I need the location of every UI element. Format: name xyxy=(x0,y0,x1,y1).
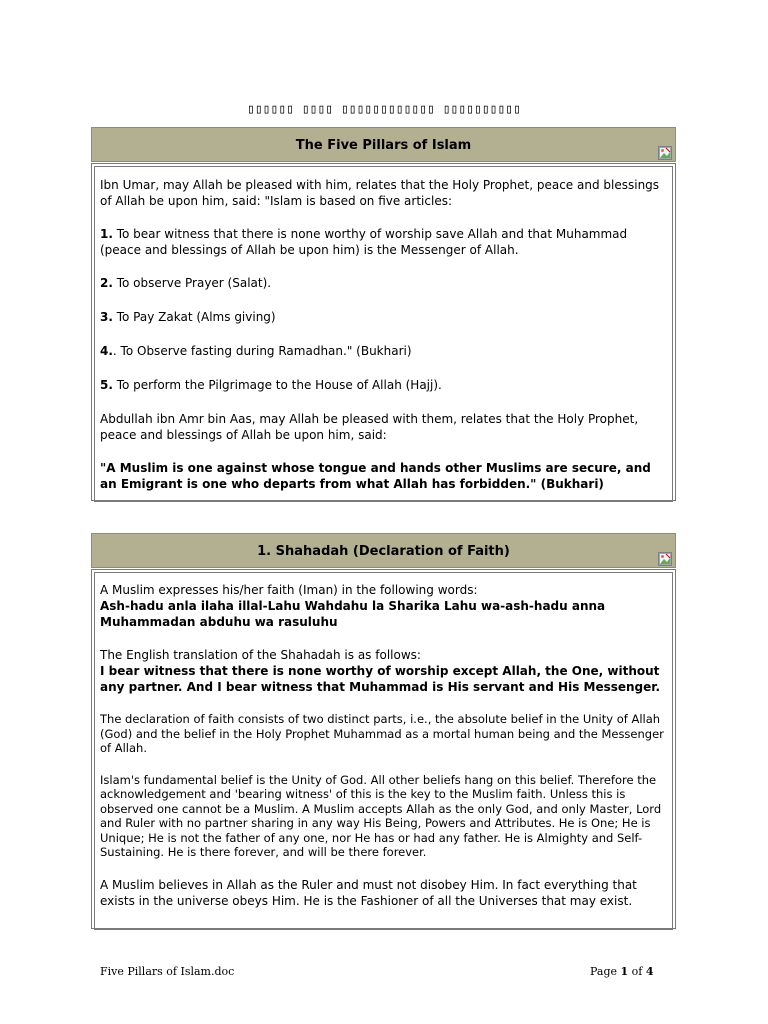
document-title: ▯▯▯▯▯▯ ▯▯▯▯ ▯▯▯▯▯▯▯▯▯▯▯▯ ▯▯▯▯▯▯▯▯▯▯ xyxy=(247,102,521,117)
pillar-text: To perform the Pilgrimage to the House of Allah (Hajj). xyxy=(112,378,442,392)
pillar-number: 2. xyxy=(100,276,113,290)
hadith-intro-paragraph: Abdullah ibn Amr bin Aas, may Allah be pleased with them, relates that the Holy Prophet, peace and blessings of Allah be upon him, said: xyxy=(100,412,639,442)
unity-paragraph: Islam's fundamental belief is the Unity of God. All other beliefs hang on this belief. Therefore the acknowledgement and 'bearing witness' of this is the key to the Muslim faith. Unless this is observed one cannot be a Muslim. A Muslim accepts Allah as the only God, and only Master, Lord and Ruler with no partner sharing in any way His Being, Powers and Attributes. He is One; He is Unique; He is not the father of any one, nor He has or had any father. He is Almighty and Self-Sustaining. He is there forever, and will be there forever. xyxy=(100,772,662,859)
intro-paragraph: Ibn Umar, may Allah be pleased with him, relates that the Holy Prophet, peace and blessings of Allah be upon him, said: "Islam is based on five articles: xyxy=(100,178,660,208)
broken-image-icon xyxy=(658,146,672,160)
shahadah-arabic-paragraph xyxy=(100,582,667,630)
section-title: 1. Shahadah (Declaration of Faith) xyxy=(257,544,510,559)
pillar-number: 3. xyxy=(100,310,113,324)
pillar-text: To Pay Zakat (Alms giving) xyxy=(112,310,276,324)
pillar-item-5 xyxy=(100,377,667,393)
pillar-number: 5. xyxy=(100,378,113,392)
section-body xyxy=(91,569,676,929)
pillar-item-2 xyxy=(100,275,667,291)
section-title: The Five Pillars of Islam xyxy=(295,138,472,153)
translation-lead-text: The English translation of the Shahadah is as follows: xyxy=(100,648,421,662)
broken-image-icon xyxy=(658,552,672,566)
section-header xyxy=(91,127,676,162)
shahadah-lead-text: A Muslim expresses his/her faith (Iman) in the following words: xyxy=(100,583,478,597)
pillar-number: 1. xyxy=(100,227,113,241)
ruler-paragraph: A Muslim believes in Allah as the Ruler and must not disobey Him. In fact everything that exists in the universe obeys Him. He is the Fashioner of all the Universes that may exist. xyxy=(100,877,637,908)
section-body xyxy=(91,163,676,501)
translation-text: I bear witness that there is none worthy of worship except Allah, the One, without any partner. And I bear witness that Muhammad is His servant and His Messenger. xyxy=(100,664,661,694)
footer-page-number: Page 1 of 4 xyxy=(590,965,654,978)
section-five-pillars xyxy=(91,127,676,501)
pillar-text: To observe Prayer (Salat). xyxy=(112,276,272,290)
pillar-item-3 xyxy=(100,309,667,325)
hadith-quote: "A Muslim is one against whose tongue and hands other Muslims are secure, and an Emigrant is one who departs from what Allah has forbidden." (Bukhari) xyxy=(100,461,651,491)
footer-filename: Five Pillars of Islam.doc xyxy=(100,965,235,978)
declaration-paragraph: The declaration of faith consists of two distinct parts, i.e., the absolute belief in the Unity of Allah (God) and the belief in the Holy Prophet Muhammad as a mortal human being and the Messenger of Allah. xyxy=(100,712,664,755)
pillar-text: . To Observe fasting during Ramadhan." (Bukhari) xyxy=(112,344,412,358)
shahadah-translation-paragraph xyxy=(100,647,667,695)
section-header xyxy=(91,533,676,568)
shahadah-arabic-text: Ash-hadu anla ilaha illal-Lahu Wahdahu la Sharika Lahu wa-ash-hadu anna Muhammadan abduhu wa rasuluhu xyxy=(100,599,606,629)
pillar-text: To bear witness that there is none worthy of worship save Allah and that Muhammad (peace and blessings of Allah be upon him) is the Messenger of Allah. xyxy=(100,227,628,257)
pillar-item-1 xyxy=(100,226,667,258)
pillar-item-4 xyxy=(100,343,667,359)
pillar-number: 4. xyxy=(100,344,113,358)
section-shahadah xyxy=(91,533,676,929)
